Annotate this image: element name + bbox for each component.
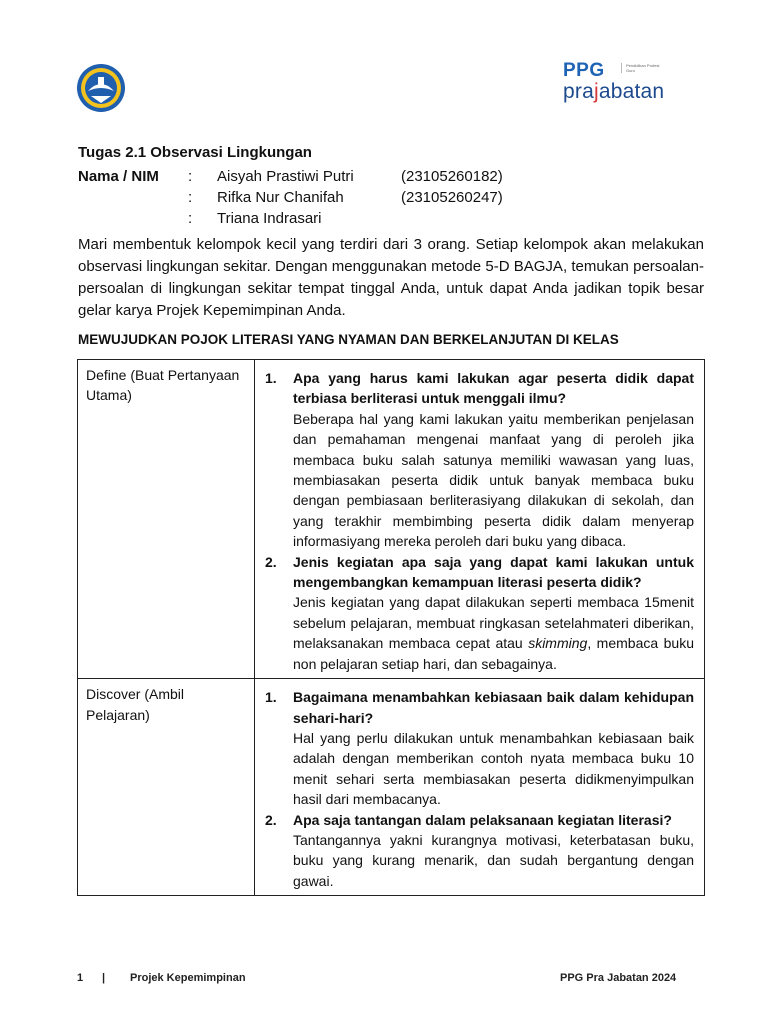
member-name: Rifka Nur Chanifah bbox=[217, 189, 344, 206]
stage-cell: Define (Buat Pertanyaan Utama) bbox=[78, 360, 255, 679]
ppg-logo-top: PPG bbox=[563, 60, 605, 81]
stage-cell: Discover (Ambil Pelajaran) bbox=[78, 679, 255, 896]
table-row bbox=[78, 360, 705, 679]
content-cell bbox=[255, 679, 705, 896]
ppg-logo-bottom: prajabatan bbox=[563, 80, 665, 103]
question-text: Apa yang harus kami lakukan agar peserta didik dapat terbiasa berliterasi untuk menggali ilmu? bbox=[293, 370, 694, 407]
ppg-logo-sub: Pendidikan Profesi Guru bbox=[621, 63, 666, 73]
list-item bbox=[265, 687, 694, 809]
item-number: 2. bbox=[265, 553, 277, 570]
list-item bbox=[265, 810, 694, 892]
answer-text: Jenis kegiatan yang dapat dilakukan seperti membaca 15menit sebelum pelajaran, membuat ringkasan setelahmateri diberikan, melaksanakan membaca cepat atau skimming, membaca buku non pelajaran setiap hari, dan sebagainya. bbox=[293, 594, 694, 672]
question-text: Apa saja tantangan dalam pelaksanaan kegiatan literasi? bbox=[293, 811, 672, 828]
footer-right-text: PPG Pra Jabatan 2024 bbox=[560, 972, 677, 984]
colon: : bbox=[188, 210, 193, 227]
answer-text: Tantangannya yakni kurangnya motivasi, keterbatasan buku, buku yang kurang menarik, dan sudah bergantung dengan gawai. bbox=[293, 831, 694, 889]
item-number: 1. bbox=[265, 370, 277, 386]
tut-wuri-handayani-logo bbox=[76, 63, 126, 113]
member-nim: (23105260182) bbox=[401, 168, 503, 185]
member-nim: (23105260247) bbox=[401, 189, 503, 206]
document-title: Tugas 2.1 Observasi Lingkungan bbox=[78, 144, 312, 161]
member-name: Aisyah Prastiwi Putri bbox=[217, 168, 354, 185]
page-number: 1 bbox=[77, 972, 84, 984]
answer-text: Hal yang perlu dilakukan untuk menambahkan kebiasaan baik adalah dengan memberikan contoh nyata membaca buku 10 menit sehari serta membiasakan peserta didikmenyimpulkan hasil dari membacanya. bbox=[293, 729, 694, 808]
intro-paragraph: Mari membentuk kelompok kecil yang terdiri dari 3 orang. Setiap kelompok akan melakukan observasi lingkungan sekitar. Dengan menggunakan metode 5-D BAGJA, temukan persoalan-persoalan di lingkungan sekitar tempat tinggal Anda, untuk dapat Anda jadikan topik besar gelar karya Projek Kepemimpinan Anda. bbox=[78, 236, 704, 319]
answer-text: Beberapa hal yang kami lakukan yaitu memberikan penjelasan dan pemahaman mengenai manfaat yang di peroleh jika membaca buku salah satunya memiliki wawasan yang luas, membiasakan peserta didik untuk banyak membaca buku dengan pembiasaan berliterasiyang dilakukan di sekolah, dan yang terakhir membimbing peserta didik dalam menyerap informasiyang mereka peroleh dari buku yang dibaca. bbox=[293, 410, 694, 550]
list-item bbox=[265, 368, 694, 552]
ppg-prajabatan-logo bbox=[563, 60, 693, 110]
item-number: 1. bbox=[265, 689, 277, 706]
member-name: Triana Indrasari bbox=[217, 210, 322, 227]
content-cell bbox=[255, 360, 705, 679]
section-title: MEWUJUDKAN POJOK LITERASI YANG NYAMAN DAN BERKELANJUTAN DI KELAS bbox=[78, 332, 619, 347]
question-text: Jenis kegiatan apa saja yang dapat kami lakukan untuk mengembangkan kemampuan literasi peserta didik? bbox=[293, 553, 694, 591]
observation-table bbox=[77, 359, 705, 896]
list-item bbox=[265, 552, 694, 674]
item-number: 2. bbox=[265, 811, 277, 828]
colon: : bbox=[188, 168, 193, 185]
footer-separator: | bbox=[102, 972, 106, 984]
footer-left-text: Projek Kepemimpinan bbox=[130, 972, 246, 984]
colon: : bbox=[188, 189, 193, 206]
identity-label: Nama / NIM bbox=[78, 168, 159, 185]
question-text: Bagaimana menambahkan kebiasaan baik dalam kehidupan sehari-hari? bbox=[293, 689, 694, 726]
table-row bbox=[78, 679, 705, 896]
